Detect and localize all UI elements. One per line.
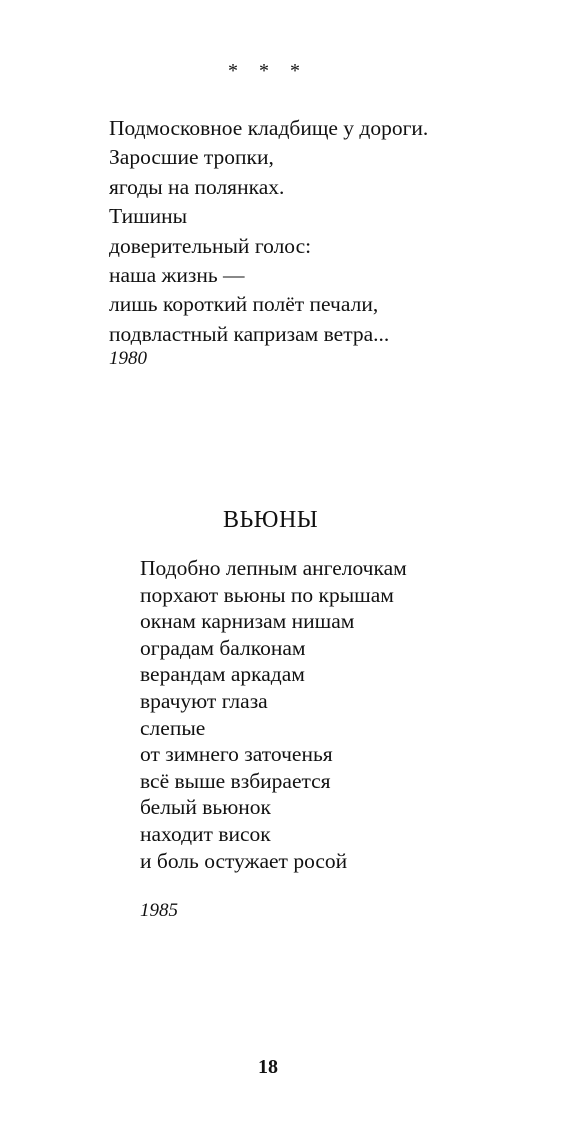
poem-line: доверительный голос: <box>109 233 312 258</box>
poem-line: лишь короткий полёт печали, <box>109 292 379 317</box>
section-separator-asterisks: * * * <box>228 60 308 82</box>
poem-line: врачуют глаза <box>140 688 268 713</box>
poem-line: подвластный капризам ветра... <box>109 321 390 346</box>
poem-line: Заросшие тропки, <box>109 145 274 170</box>
poem-line: наша жизнь — <box>109 263 245 288</box>
poem-line: и боль остужает росой <box>140 848 348 873</box>
poem-date: 1980 <box>109 348 147 369</box>
poem-line: белый вьюнок <box>140 795 271 820</box>
poem-line: верандам аркадам <box>140 662 305 687</box>
poem-line: ягоды на полянках. <box>109 174 285 199</box>
poem-line: оградам балконам <box>140 635 306 660</box>
poem-line: окнам карнизам нишам <box>140 609 355 634</box>
page-number: 18 <box>258 1056 278 1078</box>
poem-line: от зимнего заточенья <box>140 742 333 767</box>
poem-line: Тишины <box>109 204 188 229</box>
poem-line: порхают вьюны по крышам <box>140 582 394 607</box>
poem-date: 1985 <box>140 900 178 921</box>
poem-title: ВЬЮНЫ <box>223 507 319 533</box>
poem-untitled <box>109 114 428 349</box>
poem-line: находит висок <box>140 821 271 846</box>
poem-line: Подобно лепным ангелочкам <box>140 556 407 580</box>
poem-vyuny <box>140 555 407 874</box>
poem-line: Подмосковное кладбище у дороги. <box>109 116 429 140</box>
poem-line: слепые <box>140 715 206 740</box>
poem-line: всё выше взбирается <box>140 768 331 793</box>
